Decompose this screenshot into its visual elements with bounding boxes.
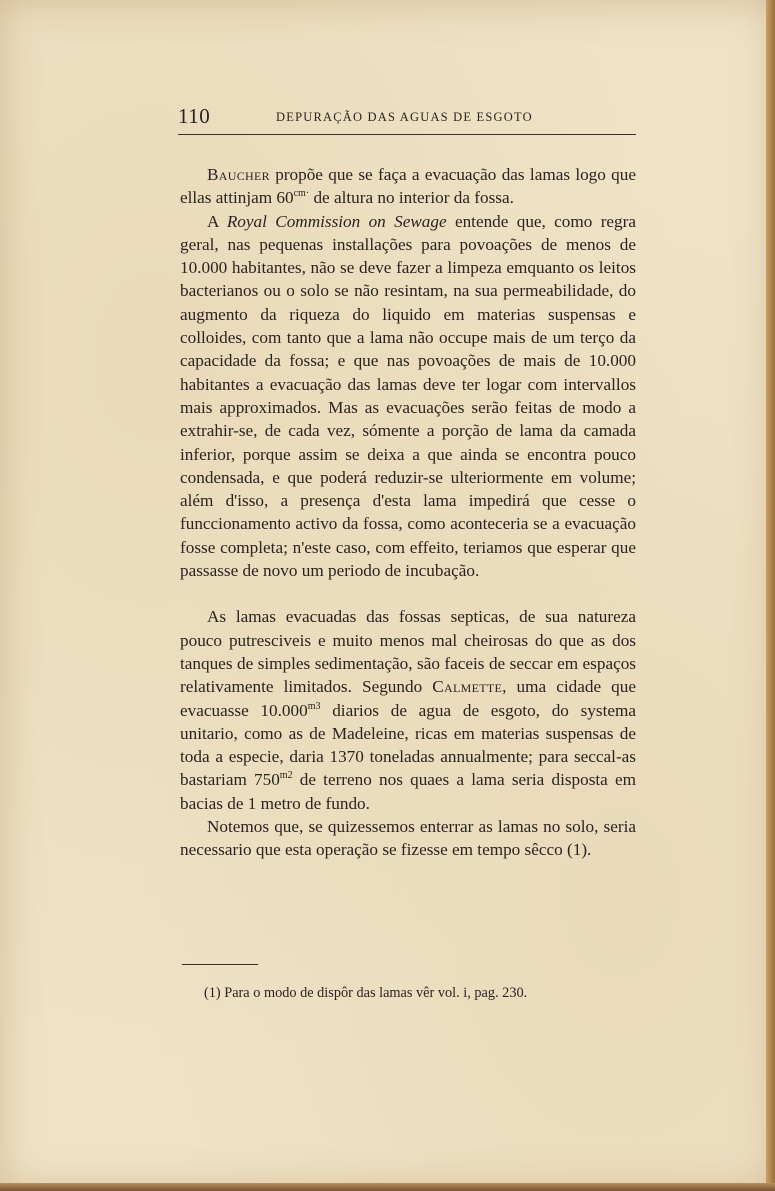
page-edge-bottom (0, 1183, 775, 1191)
author-name: Calmette (432, 677, 503, 697)
author-name: Baucher (207, 165, 270, 184)
unit-superscript: m3 (307, 700, 321, 712)
paragraph-text: propõe que se faça a evacuação das lamas logo que ellas attinjam 60 (180, 165, 636, 208)
running-title: DEPURAÇÃO DAS AGUAS DE ESGOTO (276, 110, 533, 124)
running-header (178, 104, 636, 135)
paragraph-text: , uma cidade que evacuasse 10.000 (180, 677, 636, 720)
paragraph-lamas (180, 605, 636, 815)
paragraph-text: entende que, como regra geral, nas pequenas installações para povoações de menos de 10.000 habitantes, não se deve fazer a limpeza emquanto os leitos bacterianos ou o solo se não resintam, na sua permeabilidade, do augmento da riqueza do liquido em materias suspensas e colloides, com tanto que a lama não occupe mais de um terço da capacidade da fossa; e que nas povoações de mais de 10.000 habitantes a evacuação das lamas deve ter logar com intervallos mais approximados. Mas as evacuações serão feitas de modo a extrahir-se, de cada vez, sómente a porção de lama da camada inferior, porque assim se deixa a que ainda se encontra pouco condensada, e que poderá reduzir-se ulteriormente em volume; além d'isso, a presença d'esta lama impedirá que cesse o funccionamento activo da fossa, como aconteceria se a evacuação fosse completa; n'este caso, com effeito, teriamos que esperar que passasse de novo um periodo de incubação. (180, 211, 636, 581)
paragraph-text: diarios de agua de esgoto, do systema unitario, como as de Madeleine, ricas em materias suspensas de toda a especie, daria 1370 toneladas annualmente; para seccal-as bastariam 750 (180, 700, 636, 790)
paragraph-baucher (180, 163, 636, 210)
paragraph-text: de altura no interior da fossa. (309, 188, 514, 208)
italic-title: Royal Commission on Sewage (226, 211, 447, 231)
footnote-rule (182, 964, 258, 965)
footnote: (1) Para o modo de dispôr das lamas vêr vol. i, pag. 230. (204, 985, 528, 1001)
paragraph-text: de terreno nos quaes a lama seria disposta em bacias de 1 metro de fundo. (180, 770, 637, 813)
unit-superscript: m2 (279, 770, 293, 782)
page-edge-right (766, 0, 775, 1191)
paragraph-text: A (207, 211, 227, 231)
unit-superscript: cm· (293, 188, 310, 200)
paragraph-text: Notemos que, se quizessemos enterrar as lamas no solo, seria necessario que esta operação se fizesse em tempo sêcco (1). (180, 817, 636, 860)
page-number: 110 (178, 104, 211, 128)
paragraph-text: As lamas evacuadas das fossas septicas, de sua natureza pouco putresciveis e muito menos mal cheirosas do que as dos tanques de simples sedimentação, são faceis de seccar em espaços relativamente limitados. Segundo (180, 607, 636, 697)
paragraph-royal-commission (180, 210, 636, 583)
paragraph-notemos (180, 815, 636, 862)
body-text (180, 163, 636, 862)
